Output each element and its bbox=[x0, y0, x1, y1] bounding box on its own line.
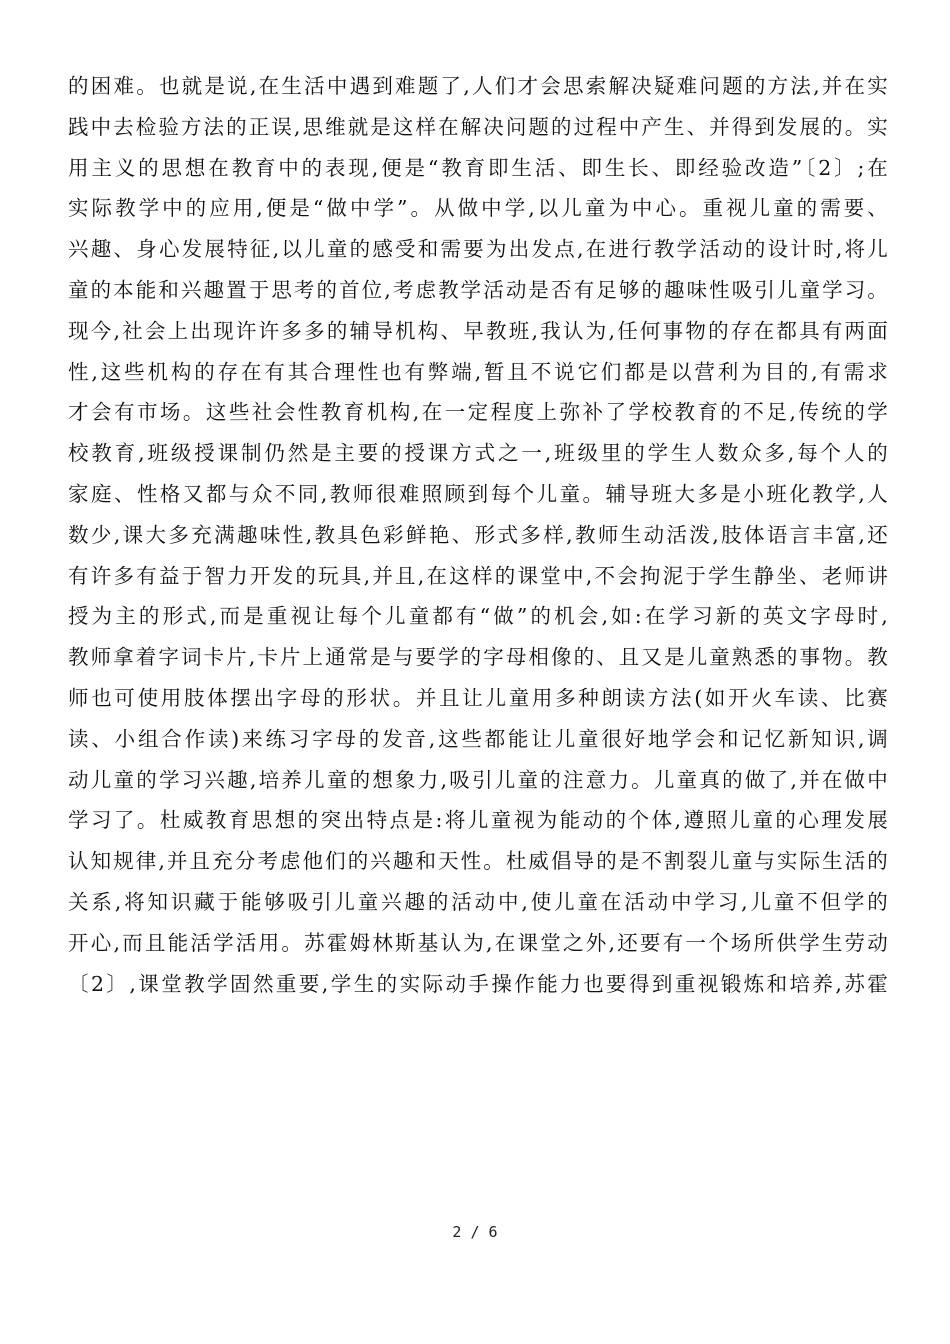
text-line: 数少,课大多充满趣味性,教具色彩鲜艳、形式多样,教师生动活泼,肢体语言丰富,还 bbox=[68, 522, 888, 547]
text-line: 兴趣、身心发展特征,以儿童的感受和需要为出发点,在进行教学活动的设计时,将儿 bbox=[68, 237, 888, 262]
text-line: 才会有市场。这些社会性教育机构,在一定程度上弥补了学校教育的不足,传统的学 bbox=[68, 400, 888, 425]
text-line: 的困难。也就是说,在生活中遇到难题了,人们才会思索解决疑难问题的方法,并在实 bbox=[68, 74, 888, 98]
text-line: 认知规律,并且充分考虑他们的兴趣和天性。杜威倡导的是不割裂儿童与实际生活的 bbox=[68, 849, 888, 874]
text-line: 师也可使用肢体摆出字母的形状。并且让儿童用多种朗读方法(如开火车读、比赛 bbox=[68, 685, 888, 710]
text-line: 动儿童的学习兴趣,培养儿童的想象力,吸引儿童的注意力。儿童真的做了,并在做中 bbox=[68, 767, 888, 792]
text-line: 〔2〕,课堂教学固然重要,学生的实际动手操作能力也要得到重视锻炼和培养,苏霍 bbox=[68, 971, 888, 996]
text-line: 读、小组合作读)来练习字母的发音,这些都能让儿童很好地学会和记忆新知识,调 bbox=[68, 726, 888, 751]
text-line: 用主义的思想在教育中的表现,便是“教育即生活、即生长、即经验改造”〔2〕;在 bbox=[68, 155, 888, 180]
text-line: 关系,将知识藏于能够吸引儿童兴趣的活动中,使儿童在活动中学习,儿童不但学的 bbox=[68, 889, 888, 914]
text-line: 家庭、性格又都与众不同,教师很难照顾到每个儿童。辅导班大多是小班化教学,人 bbox=[68, 481, 888, 506]
text-line: 童的本能和兴趣置于思考的首位,考虑教学活动是否有足够的趣味性吸引儿童学习。 bbox=[68, 277, 888, 302]
text-line: 学习了。杜威教育思想的突出特点是:将儿童视为能动的个体,遵照儿童的心理发展 bbox=[68, 808, 888, 833]
text-line: 有许多有益于智力开发的玩具,并且,在这样的课堂中,不会拘泥于学生静坐、老师讲 bbox=[68, 563, 888, 588]
text-line: 教师拿着字词卡片,卡片上通常是与要学的字母相像的、且又是儿童熟悉的事物。教 bbox=[68, 645, 888, 670]
text-line: 开心,而且能活学活用。苏霍姆林斯基认为,在课堂之外,还要有一个场所供学生劳动 bbox=[68, 930, 888, 955]
text-line: 实际教学中的应用,便是“做中学”。从做中学,以儿童为中心。重视儿童的需要、 bbox=[68, 196, 888, 221]
text-line: 现今,社会上出现许许多多的辅导机构、早教班,我认为,任何事物的存在都具有两面 bbox=[68, 318, 888, 343]
text-line: 践中去检验方法的正误,思维就是这样在解决问题的过程中产生、并得到发展的。实 bbox=[68, 114, 888, 139]
text-line: 性,这些机构的存在有其合理性也有弊端,暂且不说它们都是以营利为目的,有需求 bbox=[68, 359, 888, 384]
page-number: 2 / 6 bbox=[452, 1223, 498, 1241]
text-line: 校教育,班级授课制仍然是主要的授课方式之一,班级里的学生人数众多,每个人的 bbox=[68, 441, 888, 466]
text-line: 授为主的形式,而是重视让每个儿童都有“做”的机会,如:在学习新的英文字母时, bbox=[68, 604, 888, 629]
body-text bbox=[68, 66, 888, 1004]
